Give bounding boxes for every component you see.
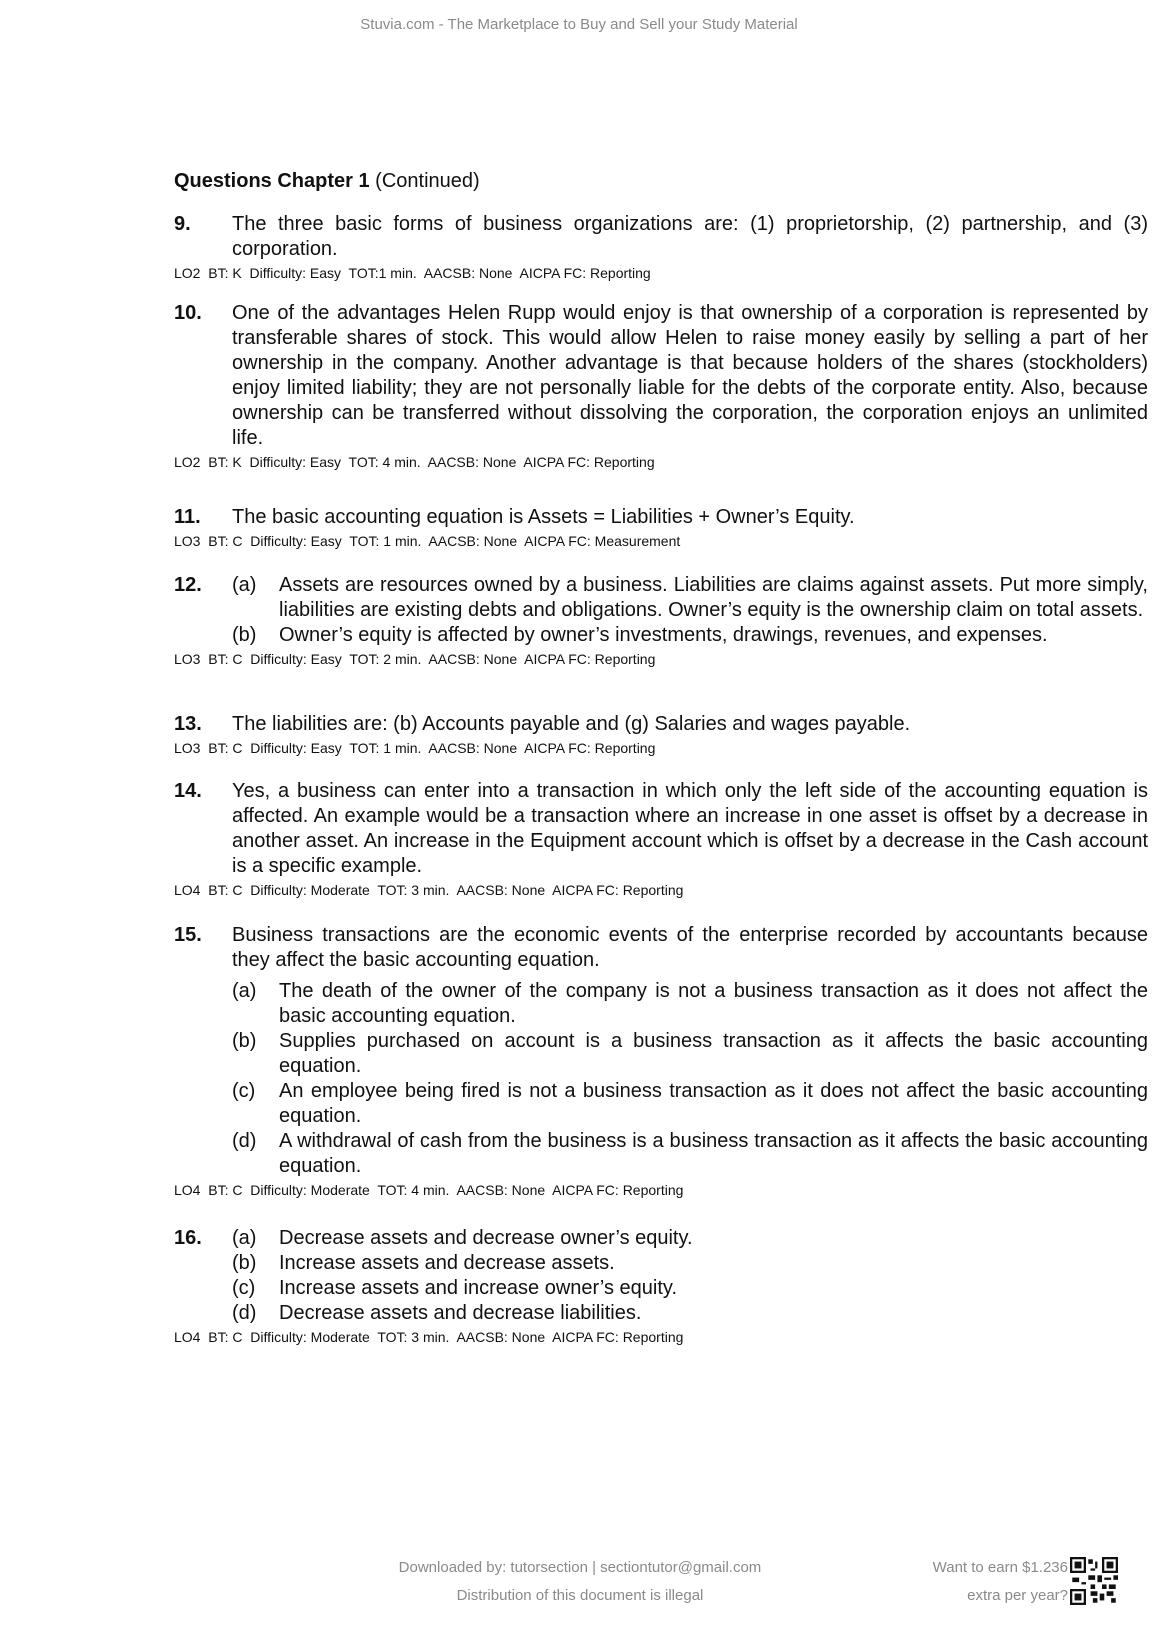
sub-text: The death of the owner of the company is not a business transaction as it does not affect the basic accounting equation. — [279, 980, 1148, 1027]
question-text: One of the advantages Helen Rupp would enjoy is that ownership of a corporation is represented by transferable shares of stock. This would allow Helen to raise money easily by selling a part of her ownership in the company. Another advantage is that because holders of the shares (stockholders) enjoy limited liability; they are not personally liable for the debts of the corporate entity. Also, because ownership can be transferred without dissolving the corporation, the corporation enjoys an unlimited life. — [232, 302, 1148, 449]
question-meta: LO4 BT: C Difficulty: Moderate TOT: 3 min. AACSB: None AICPA FC: Reporting — [174, 1329, 684, 1345]
site-header: Stuvia.com - The Marketplace to Buy and Sell your Study Material — [360, 16, 798, 33]
question-14 — [174, 779, 1148, 899]
sub-text: Owner’s equity is affected by owner’s investments, drawings, revenues, and expenses. — [279, 624, 1048, 646]
footer-earn-line1[interactable]: Want to earn $1.236 — [932, 1559, 1068, 1576]
question-text: The liabilities are: (b) Accounts payable and (g) Salaries and wages payable. — [232, 713, 911, 735]
question-number: 13. — [174, 713, 202, 735]
sub-item — [232, 623, 1148, 648]
question-text: The three basic forms of business organizations are: (1) proprietorship, (2) partnership, and (3) corporation. — [232, 213, 1148, 260]
question-15 — [174, 923, 1148, 1199]
sub-label: (a) — [232, 980, 257, 1002]
sub-text: Increase assets and decrease assets. — [279, 1252, 615, 1274]
sub-item — [232, 1226, 1148, 1251]
question-meta: LO3 BT: C Difficulty: Easy TOT: 1 min. AACSB: None AICPA FC: Reporting — [174, 740, 656, 756]
question-13 — [174, 712, 1148, 757]
question-meta: LO2 BT: K Difficulty: Easy TOT:1 min. AACSB: None AICPA FC: Reporting — [174, 265, 651, 281]
footer-distribution: Distribution of this document is illegal — [456, 1587, 704, 1604]
question-number: 15. — [174, 924, 202, 946]
question-number: 12. — [174, 574, 202, 596]
question-text: The basic accounting equation is Assets = Liabilities + Owner’s Equity. — [232, 506, 855, 528]
question-text: Yes, a business can enter into a transaction in which only the left side of the accounting equation is affected. An example would be a transaction where an increase in one asset is offset by a decrease in another asset. An increase in the Equipment account which is offset by a decrease in the Cash account is a specific example. — [232, 780, 1148, 877]
question-text: Business transactions are the economic events of the enterprise recorded by accountants because they affect the basic accounting equation. — [232, 924, 1148, 971]
question-number: 14. — [174, 780, 202, 802]
question-16 — [174, 1226, 1148, 1346]
sub-label: (b) — [232, 1030, 257, 1052]
question-number: 10. — [174, 302, 202, 324]
sub-item — [232, 1276, 1148, 1301]
sub-text: Increase assets and increase owner’s equity. — [279, 1277, 677, 1299]
question-meta: LO4 BT: C Difficulty: Moderate TOT: 4 min. AACSB: None AICPA FC: Reporting — [174, 1182, 684, 1198]
question-number: 9. — [174, 213, 191, 235]
sub-text: An employee being fired is not a business transaction as it does not affect the basic accounting equation. — [279, 1080, 1148, 1127]
sub-item — [232, 1079, 1148, 1129]
question-meta: LO3 BT: C Difficulty: Easy TOT: 2 min. AACSB: None AICPA FC: Reporting — [174, 651, 656, 667]
sub-text: Assets are resources owned by a business. Liabilities are claims against assets. Put more simply, liabilities are existing debts and obligations. Owner’s equity is the ownership claim on total assets. — [279, 574, 1148, 621]
sub-label: (b) — [232, 624, 257, 646]
sub-item — [232, 1029, 1148, 1079]
sub-item — [232, 573, 1148, 623]
question-12 — [174, 573, 1148, 668]
question-11 — [174, 505, 1148, 550]
sub-label: (d) — [232, 1302, 257, 1324]
footer-downloaded: Downloaded by: tutorsection | sectiontutor@gmail.com — [398, 1559, 762, 1576]
page-title — [174, 170, 480, 193]
question-meta: LO4 BT: C Difficulty: Moderate TOT: 3 min. AACSB: None AICPA FC: Reporting — [174, 882, 684, 898]
sub-item — [232, 1129, 1148, 1179]
sub-item — [232, 1301, 1148, 1326]
sub-label: (c) — [232, 1277, 256, 1299]
sub-text: Supplies purchased on account is a business transaction as it affects the basic accounting equation. — [279, 1030, 1148, 1077]
sub-text: Decrease assets and decrease owner’s equity. — [279, 1227, 693, 1249]
sub-label: (c) — [232, 1080, 256, 1102]
sub-item — [232, 979, 1148, 1029]
sub-text: Decrease assets and decrease liabilities. — [279, 1302, 642, 1324]
question-number: 16. — [174, 1227, 202, 1249]
sub-label: (b) — [232, 1252, 257, 1274]
sub-item — [232, 1251, 1148, 1276]
footer-earn-line2[interactable]: extra per year? — [967, 1587, 1068, 1604]
sub-label: (a) — [232, 574, 257, 596]
qr-code-icon[interactable] — [1070, 1557, 1118, 1605]
sub-label: (a) — [232, 1227, 257, 1249]
sub-label: (d) — [232, 1130, 257, 1152]
question-9 — [174, 212, 1148, 282]
sub-text: A withdrawal of cash from the business is a business transaction as it affects the basic accounting equation. — [279, 1130, 1148, 1177]
title-bold: Questions Chapter 1 — [174, 170, 370, 192]
question-number: 11. — [174, 506, 201, 528]
question-10 — [174, 301, 1148, 471]
question-meta: LO3 BT: C Difficulty: Easy TOT: 1 min. AACSB: None AICPA FC: Measurement — [174, 533, 681, 549]
title-rest: (Continued) — [369, 170, 480, 192]
question-meta: LO2 BT: K Difficulty: Easy TOT: 4 min. AACSB: None AICPA FC: Reporting — [174, 454, 655, 470]
